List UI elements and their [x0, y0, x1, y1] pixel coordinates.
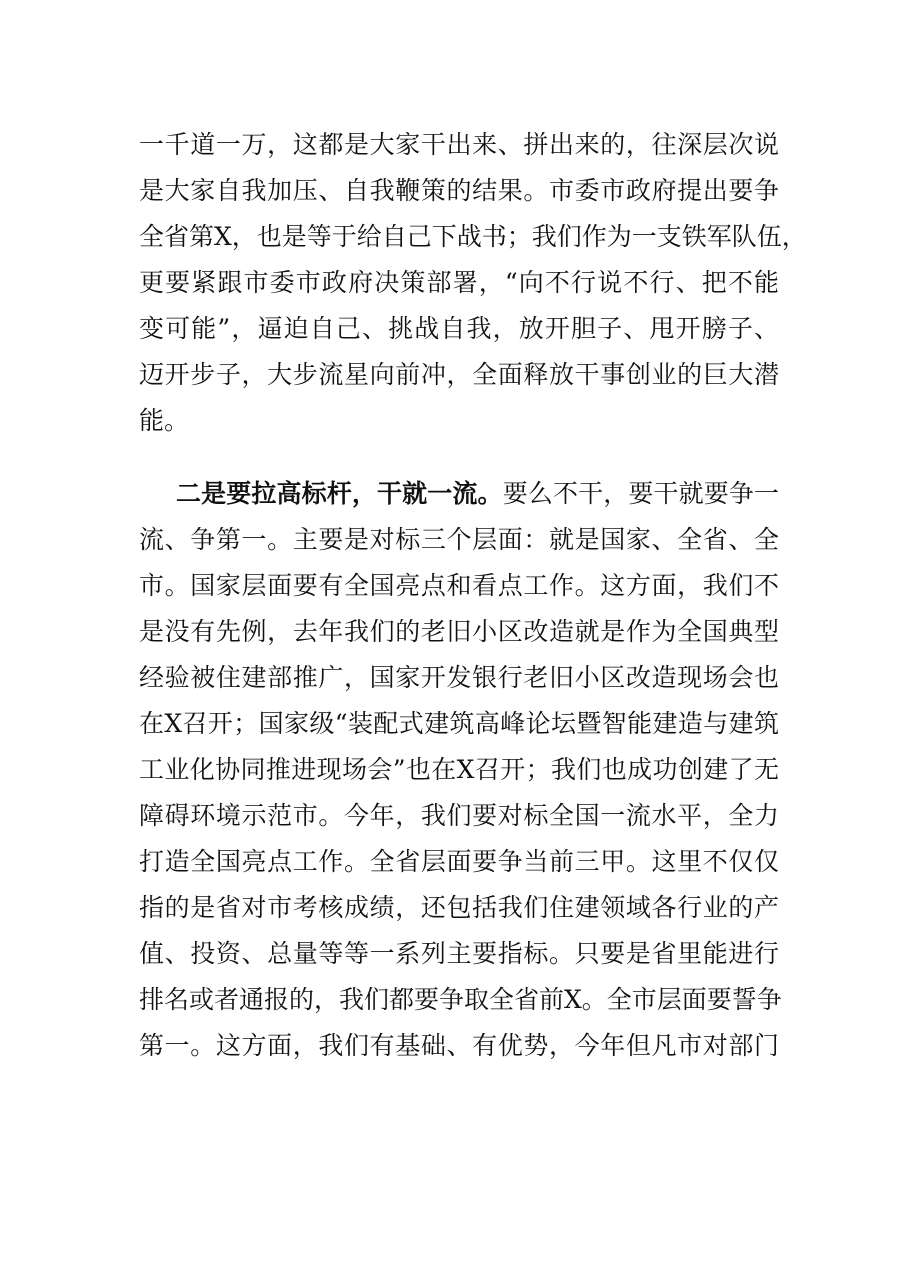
- paragraph-2-first-line-text: 要么不干，要干就要争一: [502, 479, 779, 508]
- paragraph-1: [139, 122, 807, 444]
- text-line: 迈开步子，大步流星向前冲，全面释放干事创业的巨大潜: [139, 360, 779, 389]
- text-line: 打造全国亮点工作。全省层面要争当前三甲。这里不仅仅: [139, 847, 779, 876]
- text-line: 一千道一万，这都是大家干出来、拼出来的，往深层次说: [139, 130, 779, 159]
- text-line: 障碍环境示范市。今年，我们要对标全国一流水平，全力: [139, 801, 779, 830]
- text-line: 市。国家层面要有全国亮点和看点工作。这方面，我们不: [139, 571, 779, 600]
- text-line: 在X召开；国家级“装配式建筑高峰论坛暨智能建造与建筑: [139, 709, 779, 738]
- text-line: 是大家自我加压、自我鞭策的结果。市委市政府提出要争: [139, 176, 779, 205]
- text-line: 经验被住建部推广，国家开发银行老旧小区改造现场会也: [139, 663, 779, 692]
- text-line: 第一。这方面，我们有基础、有优势，今年但凡市对部门: [139, 1031, 779, 1060]
- text-line: 能。: [139, 406, 190, 435]
- text-line: 工业化协同推进现场会”也在X召开；我们也成功创建了无: [139, 755, 779, 784]
- text-line: 是没有先例，去年我们的老旧小区改造就是作为全国典型: [139, 617, 779, 646]
- text-line: 指的是省对市考核成绩，还包括我们住建领域各行业的产: [139, 893, 779, 922]
- text-line: 全省第X，也是等于给自己下战书；我们作为一支铁军队伍，: [139, 222, 807, 251]
- section-heading: 二是要拉高标杆，干就一流。: [176, 479, 503, 508]
- paragraph-2-first-line: [139, 471, 779, 517]
- paragraph-2: [139, 471, 782, 1069]
- text-line: 更要紧跟市委市政府决策部署，“向不行说不行、把不能: [139, 268, 779, 297]
- text-line: 排名或者通报的，我们都要争取全省前X。全市层面要誓争: [139, 985, 782, 1014]
- text-line: 值、投资、总量等等一系列主要指标。只要是省里能进行: [139, 939, 779, 968]
- text-line: 变可能”，逼迫自己、挑战自我，放开胆子、甩开膀子、: [139, 314, 779, 343]
- text-line: 流、争第一。主要是对标三个层面：就是国家、全省、全: [139, 525, 779, 554]
